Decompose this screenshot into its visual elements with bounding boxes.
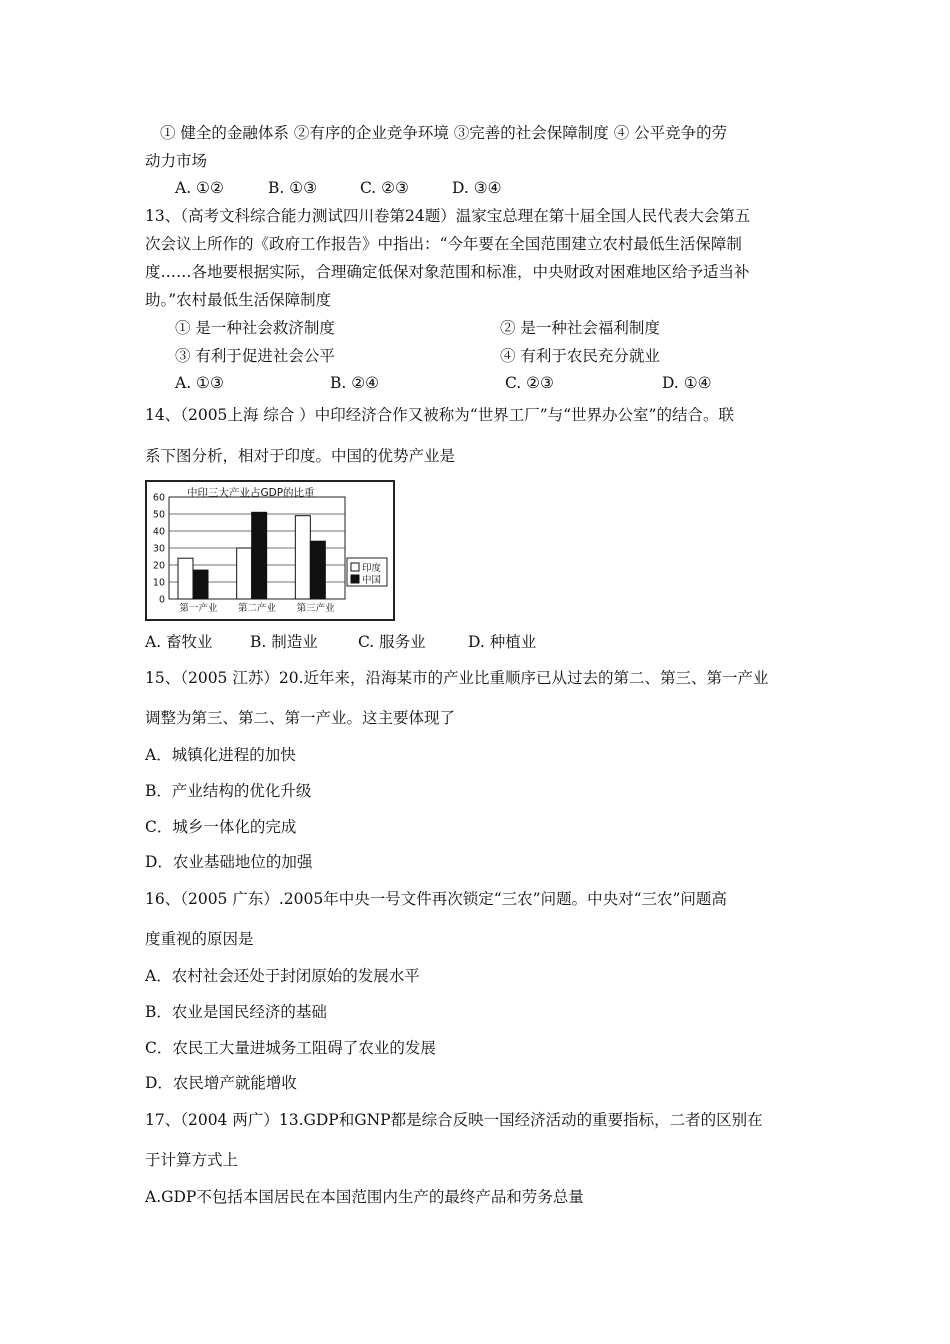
q14-stem-line1: 14、（2005上海 综合 ）中印经济合作又被称为“世界工厂”与“世界办公室”的结合。联	[145, 406, 734, 424]
q13-item-1: ① 是一种社会救济制度	[175, 319, 335, 337]
q13-stem-line4: 助。”农村最低生活保障制度	[145, 291, 332, 309]
q14-answer-d: D. 种植业	[468, 633, 537, 651]
q13-answer-b: B. ②④	[330, 374, 380, 392]
x-tick-label: 第二产业	[237, 603, 277, 614]
q17-stem-line1: 17、（2004 两广）13.GDP和GNP都是综合反映一国经济活动的重要指标，二者的区别在	[145, 1111, 763, 1129]
q13-answer-d: D. ①④	[662, 374, 712, 392]
q16-option-d: D．农民增产就能增收	[145, 1074, 297, 1092]
y-tick-label: 10	[152, 577, 165, 589]
q12-answer-d: D. ③④	[452, 179, 502, 197]
y-tick-label: 60	[152, 492, 165, 504]
legend-swatch-印度	[351, 563, 359, 571]
x-tick-label: 第三产业	[296, 603, 335, 614]
q12-answer-a: A. ①②	[175, 179, 224, 197]
q16-option-c: C．农民工大量进城务工阻碍了农业的发展	[145, 1039, 436, 1057]
q16-option-a: A．农村社会还处于封闭原始的发展水平	[145, 967, 420, 985]
q13-stem-line3: 度……各地要根据实际，合理确定低保对象范围和标准，中央财政对困难地区给予适当补	[145, 263, 750, 281]
q15-option-b: B．产业结构的优化升级	[145, 782, 312, 800]
gdp-share-chart	[145, 480, 395, 621]
q13-stem-line1: 13、（高考文科综合能力测试四川卷第24题）温家宝总理在第十届全国人民代表大会第五	[145, 207, 751, 225]
y-tick-label: 0	[158, 594, 165, 606]
q15-stem-line1: 15、（2005 江苏）20.近年来，沿海某市的产业比重顺序已从过去的第二、第三、第一产业	[145, 669, 769, 687]
q17-option-a: A.GDP不包括本国居民在本国范围内生产的最终产品和劳务总量	[145, 1188, 584, 1206]
bar-印度-第二产业	[237, 548, 252, 599]
bar-中国-第三产业	[310, 541, 325, 599]
q12-answer-b: B. ①③	[268, 179, 318, 197]
q17-stem-line2: 于计算方式上	[145, 1151, 239, 1169]
q15-option-d: D．农业基础地位的加强	[145, 853, 313, 871]
y-tick-label: 30	[152, 543, 165, 555]
q13-item-3: ③ 有利于促进社会公平	[175, 347, 335, 365]
q15-stem-line2: 调整为第三、第二、第一产业。这主要体现了	[145, 709, 456, 727]
q12-choices-line1: ① 健全的金融体系 ②有序的企业竞争环境 ③完善的社会保障制度 ④ 公平竞争的劳	[160, 124, 728, 142]
q12-choices-line2: 动力市场	[145, 152, 208, 170]
legend-swatch-中国	[351, 575, 359, 583]
y-tick-label: 20	[152, 560, 165, 572]
q14-answer-c: C. 服务业	[358, 633, 426, 651]
q14-answer-a: A. 畜牧业	[145, 633, 213, 651]
q13-stem-line2: 次会议上所作的《政府工作报告》中指出：“今年要在全国范围建立农村最低生活保障制	[145, 235, 742, 253]
legend-label: 印度	[362, 563, 382, 574]
y-tick-label: 40	[152, 526, 165, 538]
q15-option-a: A．城镇化进程的加快	[145, 746, 296, 764]
bar-中国-第二产业	[252, 512, 267, 599]
q15-option-c: C．城乡一体化的完成	[145, 818, 297, 836]
q14-answer-b: B. 制造业	[250, 633, 318, 651]
chart-title: 中印三大产业占GDP的比重	[187, 487, 315, 499]
y-tick-label: 50	[152, 509, 165, 521]
q16-stem-line1: 16、（2005 广东）.2005年中央一号文件再次锁定“三农”问题。中央对“三农”问题高	[145, 890, 727, 908]
chart-svg	[147, 482, 393, 619]
bar-印度-第三产业	[295, 516, 310, 599]
q14-stem-line2: 系下图分析，相对于印度。中国的优势产业是	[145, 447, 456, 465]
q12-answer-c: C. ②③	[360, 179, 409, 197]
q13-item-4: ④ 有利于农民充分就业	[500, 347, 660, 365]
q16-stem-line2: 度重视的原因是	[145, 930, 254, 948]
q13-answer-c: C. ②③	[505, 374, 554, 392]
q13-item-2: ② 是一种社会福利制度	[500, 319, 660, 337]
bar-印度-第一产业	[178, 558, 193, 599]
bar-中国-第一产业	[193, 570, 208, 599]
x-tick-label: 第一产业	[179, 603, 218, 614]
q13-answer-a: A. ①③	[175, 374, 224, 392]
legend-label: 中国	[362, 575, 382, 586]
q16-option-b: B．农业是国民经济的基础	[145, 1003, 327, 1021]
